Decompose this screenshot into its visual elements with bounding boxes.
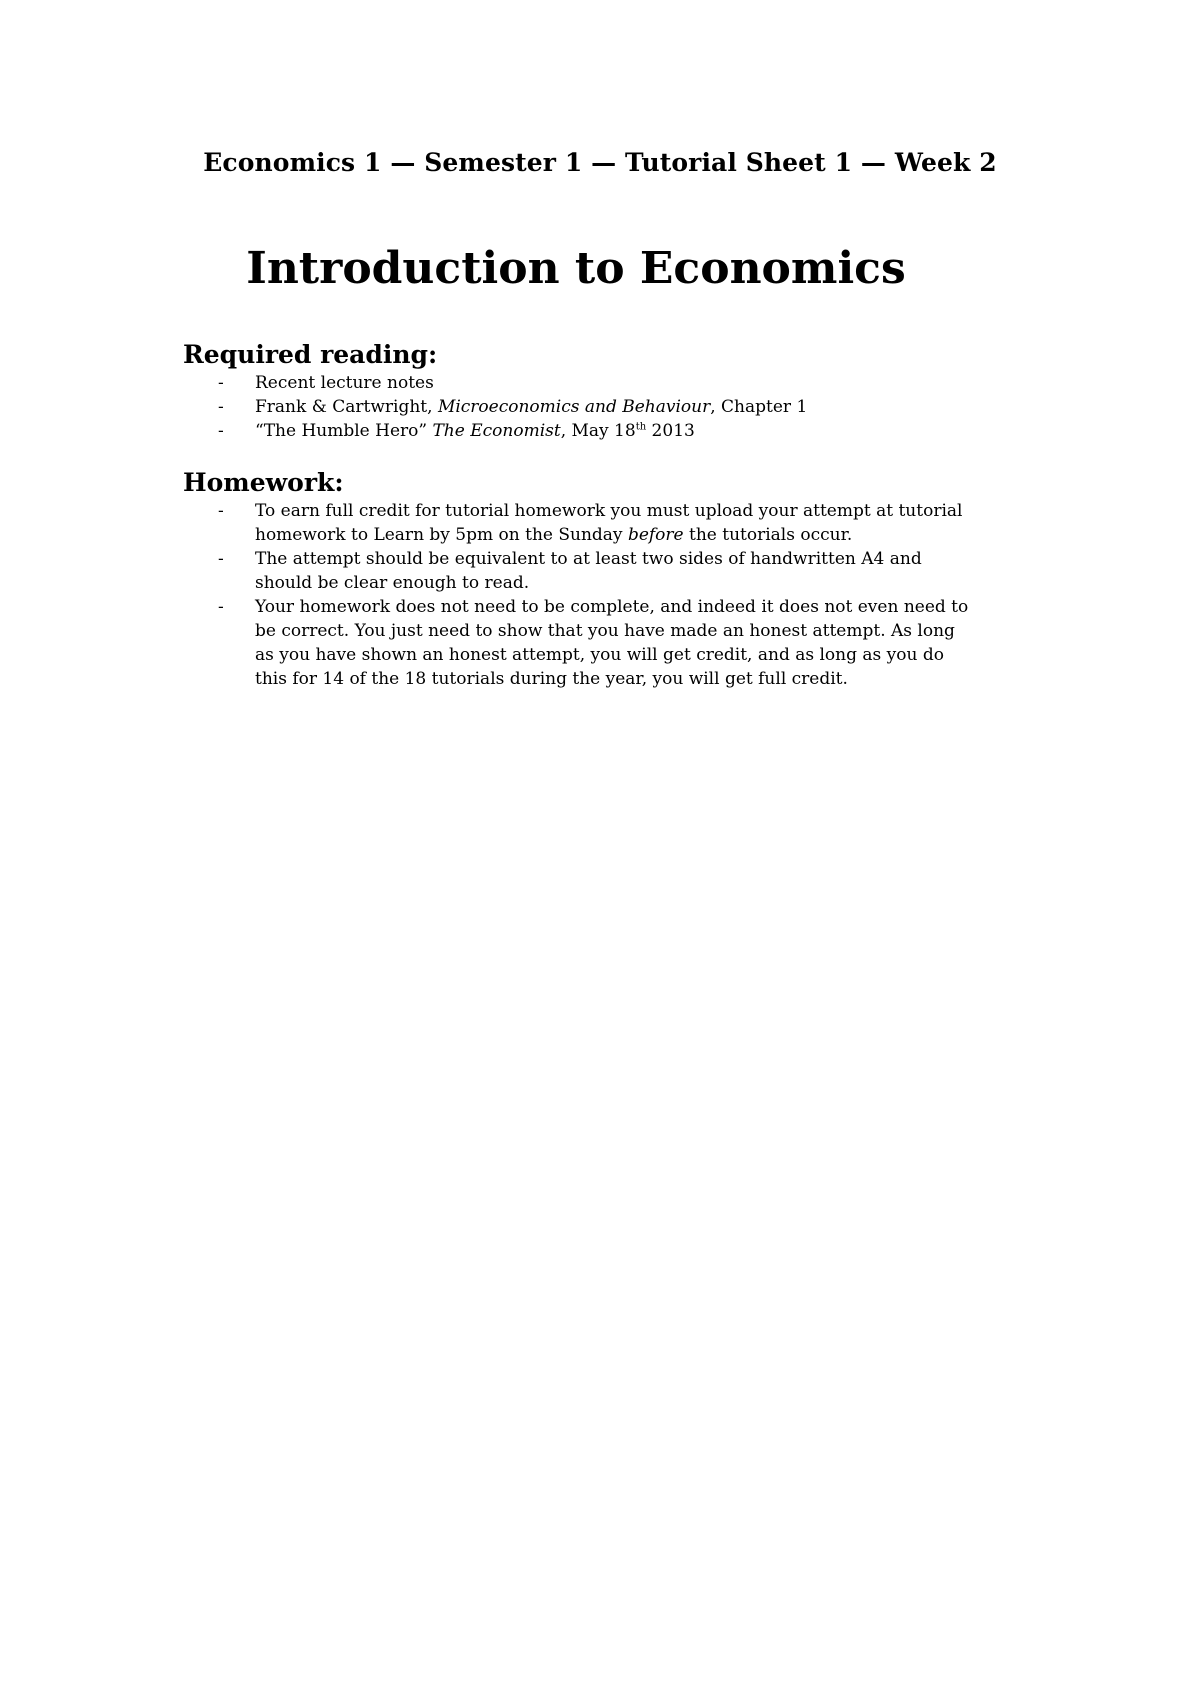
emphasis-text: before bbox=[627, 525, 684, 545]
list-item bbox=[218, 371, 978, 395]
reading-item-suffix: , Chapter 1 bbox=[710, 397, 808, 417]
publication-title: The Economist bbox=[432, 421, 561, 441]
ordinal-suffix: th bbox=[635, 421, 647, 433]
bullet-dash: - bbox=[218, 397, 224, 417]
homework-item-text: The attempt should be equivalent to at least two sides of handwritten A4 and should be clear enough to read. bbox=[255, 549, 922, 593]
reading-item-year: 2013 bbox=[646, 421, 695, 441]
reading-item-text bbox=[255, 397, 807, 417]
homework-list bbox=[218, 499, 978, 691]
reading-item-text bbox=[255, 421, 695, 441]
homework-item-prefix: To earn full credit for tutorial homework you must upload your attempt at tutorial homework to Learn by 5pm on the Sunday bbox=[255, 501, 963, 545]
list-item bbox=[218, 419, 978, 443]
bullet-dash: - bbox=[218, 501, 224, 521]
course-line: Economics 1 — Semester 1 — Tutorial Sheet 1 — Week 2 bbox=[203, 148, 997, 177]
page-title: Introduction to Economics bbox=[246, 243, 906, 295]
bullet-dash: - bbox=[218, 549, 224, 569]
reading-item-prefix: Frank & Cartwright, bbox=[255, 397, 438, 417]
homework-heading: Homework: bbox=[183, 468, 344, 497]
reading-item-prefix: “The Humble Hero” bbox=[255, 421, 433, 441]
list-item bbox=[218, 547, 978, 595]
bullet-dash: - bbox=[218, 597, 224, 617]
book-title: Microeconomics and Behaviour bbox=[437, 397, 711, 417]
homework-item-suffix: the tutorials occur. bbox=[683, 525, 853, 545]
bullet-dash: - bbox=[218, 373, 224, 393]
list-item bbox=[218, 595, 978, 691]
bullet-dash: - bbox=[218, 421, 224, 441]
homework-item-text: Your homework does not need to be complete, and indeed it does not even need to be correct. You just need to show that you have made an honest attempt. As long as you have shown an honest attempt, you will get credit, and as long as you do this for 14 of the 18 tutorials during the year, you will get full credit. bbox=[255, 597, 969, 689]
homework-item-text bbox=[255, 501, 962, 545]
list-item bbox=[218, 499, 978, 547]
list-item bbox=[218, 395, 978, 419]
required-reading-heading: Required reading: bbox=[183, 340, 438, 369]
required-reading-list bbox=[218, 371, 978, 443]
reading-item-suffix: , May 18 bbox=[560, 421, 636, 441]
reading-item-text: Recent lecture notes bbox=[255, 373, 434, 393]
